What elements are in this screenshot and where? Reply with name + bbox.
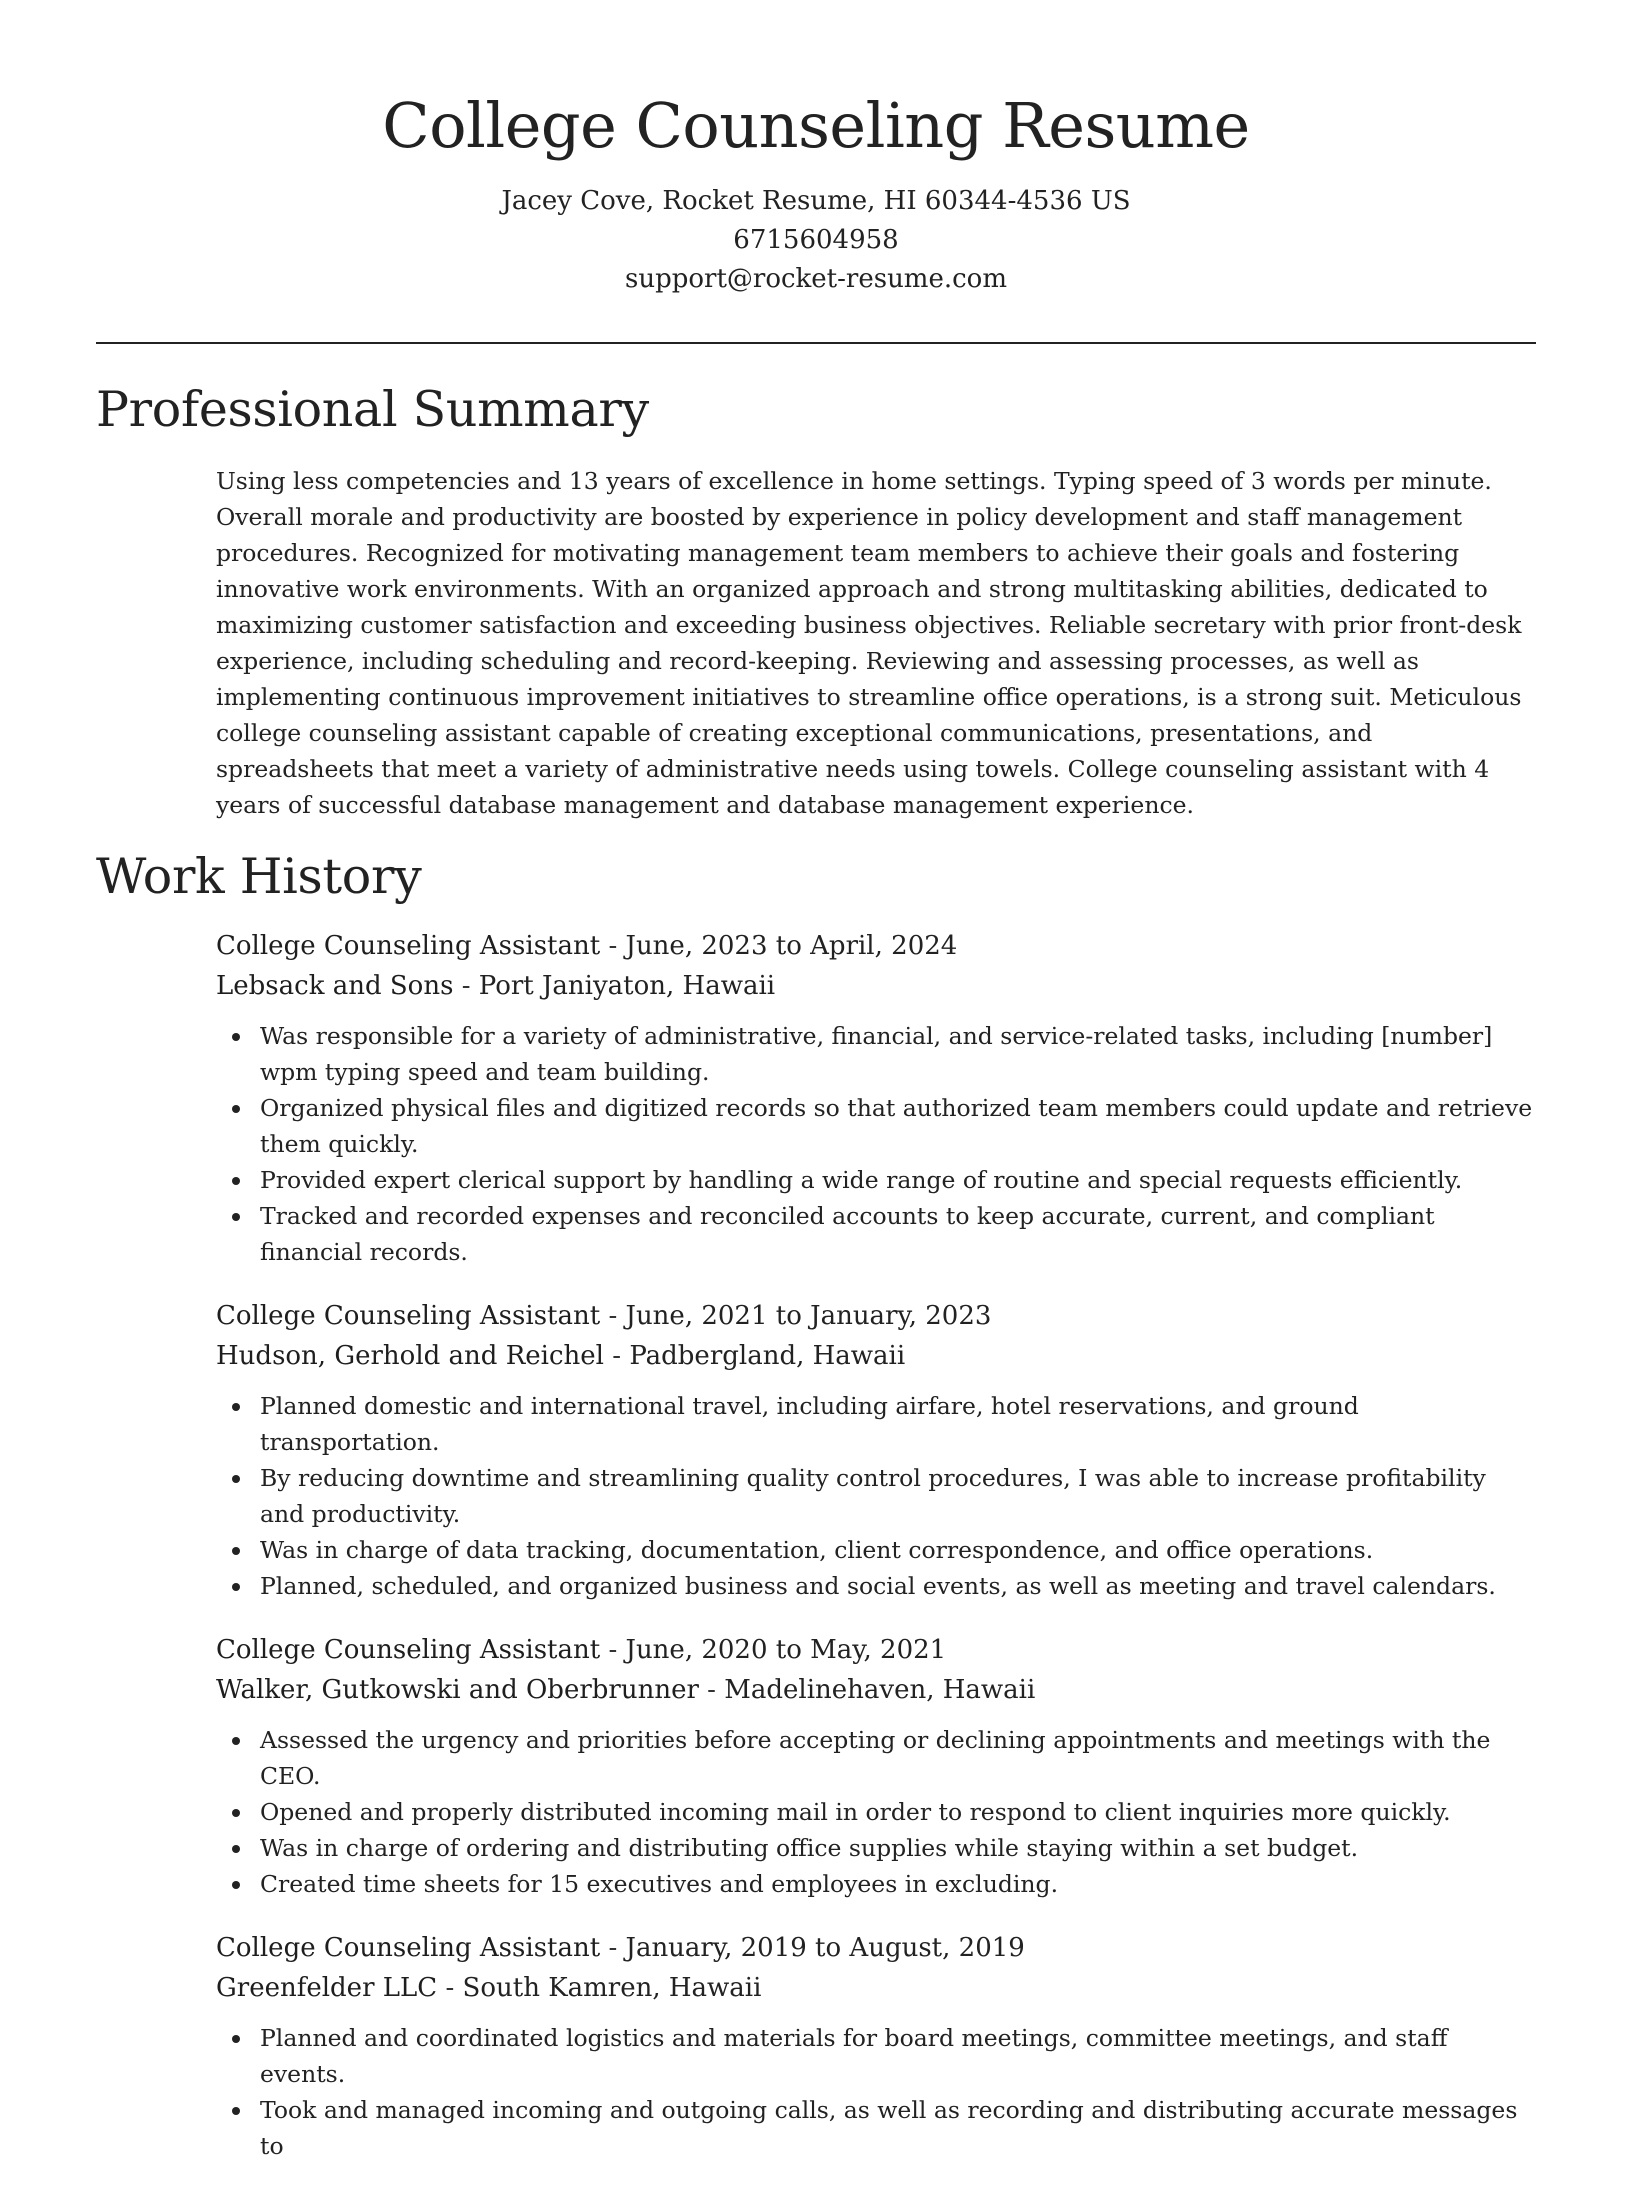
job-entry xyxy=(216,1630,1536,1902)
job-separator: - xyxy=(437,1973,463,2003)
job-separator: - xyxy=(600,1635,626,1665)
job-bullet-item: Planned and coordinated logistics and materials for board meetings, committee meetings, and staff events. xyxy=(260,2020,1536,2092)
resume-header xyxy=(96,84,1536,299)
job-company-line xyxy=(216,966,1536,1006)
job-bullet-item: Was responsible for a variety of administrative, financial, and service-related tasks, including [number] wpm typing speed and team building. xyxy=(260,1018,1536,1090)
job-bullets xyxy=(216,1018,1536,1270)
summary-heading: Professional Summary xyxy=(96,381,649,438)
job-entry xyxy=(216,1928,1536,2164)
job-entry xyxy=(216,1296,1536,1604)
job-bullet-item: Planned domestic and international travel, including airfare, hotel reservations, and ground transportation. xyxy=(260,1388,1536,1460)
job-company-line xyxy=(216,1968,1536,2008)
job-entry xyxy=(216,926,1536,1270)
job-title: College Counseling Assistant xyxy=(216,1301,601,1331)
job-company: Hudson, Gerhold and Reichel xyxy=(216,1341,604,1371)
job-title-line xyxy=(216,926,1536,966)
job-bullets xyxy=(216,2020,1536,2164)
job-separator: - xyxy=(603,1341,630,1371)
job-title: College Counseling Assistant xyxy=(216,931,601,961)
job-separator: - xyxy=(600,1301,626,1331)
job-bullet-item: Was in charge of ordering and distributing office supplies while staying within a set budget. xyxy=(260,1830,1536,1866)
job-bullet-item: Was in charge of data tracking, documentation, client correspondence, and office operations. xyxy=(260,1532,1536,1568)
job-separator: - xyxy=(698,1675,725,1705)
job-company: Lebsack and Sons xyxy=(216,971,454,1001)
job-dates: June, 2023 to April, 2024 xyxy=(625,931,958,961)
job-company: Greenfelder LLC xyxy=(216,1973,438,2003)
contact-address: Jacey Cove, Rocket Resume, HI 60344-4536 US xyxy=(501,186,1131,216)
work-history-list xyxy=(216,926,1536,2190)
job-title: College Counseling Assistant xyxy=(216,1635,601,1665)
job-company-line xyxy=(216,1670,1536,1710)
job-bullet-item: Assessed the urgency and priorities before accepting or declining appointments and meetings with the CEO. xyxy=(260,1722,1536,1794)
resume-title: College Counseling Resume xyxy=(382,89,1250,162)
job-separator: - xyxy=(600,931,626,961)
contact-email: support@rocket-resume.com xyxy=(624,264,1007,294)
job-location: Madelinehaven, Hawaii xyxy=(724,1675,1036,1705)
job-title: College Counseling Assistant xyxy=(216,1933,601,1963)
job-bullet-item: Opened and properly distributed incoming mail in order to respond to client inquiries more quickly. xyxy=(260,1794,1536,1830)
job-bullet-item: Planned, scheduled, and organized business and social events, as well as meeting and travel calendars. xyxy=(260,1568,1536,1604)
job-bullet-item: By reducing downtime and streamlining quality control procedures, I was able to increase profitability and productivity. xyxy=(260,1460,1536,1532)
job-bullets xyxy=(216,1722,1536,1902)
job-title-line xyxy=(216,1296,1536,1336)
job-title-line xyxy=(216,1928,1536,1968)
contact-phone: 6715604958 xyxy=(733,225,899,255)
job-location: Padbergland, Hawaii xyxy=(629,1341,906,1371)
job-location: South Kamren, Hawaii xyxy=(462,1973,762,2003)
job-company: Walker, Gutkowski and Oberbrunner xyxy=(216,1675,699,1705)
job-dates: June, 2021 to January, 2023 xyxy=(625,1301,992,1331)
job-bullet-item: Tracked and recorded expenses and reconciled accounts to keep accurate, current, and compliant financial records. xyxy=(260,1198,1536,1270)
job-bullet-item: Provided expert clerical support by handling a wide range of routine and special requests efficiently. xyxy=(260,1162,1536,1198)
job-title-line xyxy=(216,1630,1536,1670)
job-separator: - xyxy=(600,1933,626,1963)
job-dates: June, 2020 to May, 2021 xyxy=(625,1635,947,1665)
summary-text: Using less competencies and 13 years of excellence in home settings. Typing speed of 3 words per minute. Overall morale and productivity are boosted by experience in policy development and staff management procedures. Recognized for motivating management team members to achieve their goals and fostering innovative work environments. With an organized approach and strong multitasking abilities, dedicated to maximizing customer satisfaction and exceeding business objectives. Reliable secretary with prior front-desk experience, including scheduling and record-keeping. Reviewing and assessing processes, as well as implementing continuous improvement initiatives to streamline office operations, is a strong suit. Meticulous college counseling assistant capable of creating exceptional communications, presentations, and spreadsheets that meet a variety of administrative needs using towels. College counseling assistant with 4 years of successful database management and database management experience. xyxy=(216,467,1522,819)
contact-block xyxy=(96,182,1536,299)
job-bullets xyxy=(216,1388,1536,1604)
header-divider xyxy=(96,342,1536,344)
job-bullet-item: Created time sheets for 15 executives and employees in excluding. xyxy=(260,1866,1536,1902)
job-separator: - xyxy=(453,971,479,1001)
job-bullet-item: Took and managed incoming and outgoing calls, as well as recording and distributing accurate messages to xyxy=(260,2092,1536,2164)
job-bullet-item: Organized physical files and digitized records so that authorized team members could update and retrieve them quickly. xyxy=(260,1090,1536,1162)
job-dates: January, 2019 to August, 2019 xyxy=(625,1933,1025,1963)
job-company-line xyxy=(216,1336,1536,1376)
work-history-heading: Work History xyxy=(96,848,422,905)
job-location: Port Janiyaton, Hawaii xyxy=(478,971,776,1001)
